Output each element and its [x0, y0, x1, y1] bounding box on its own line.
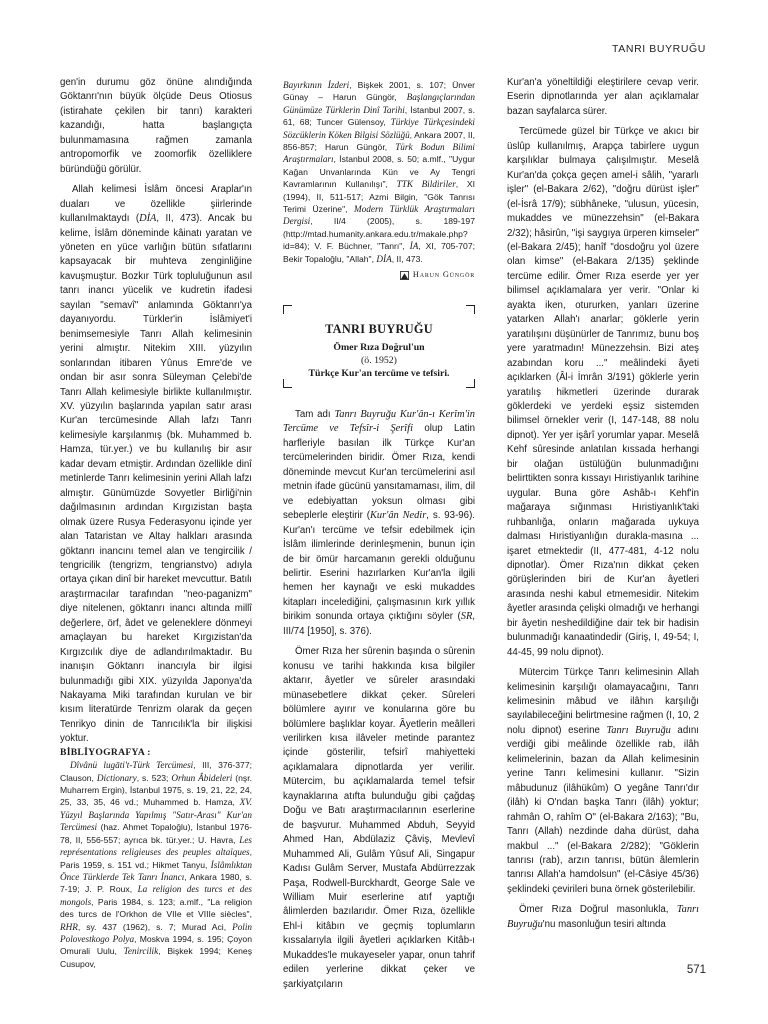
text-run: , sy. 437 (1962), s. 7; Murad Aci,: [77, 921, 233, 932]
text-run: Ömer Rıza her sûrenin başında o sûrenin konusu ve tarihi hakkında kısa bilgiler aktarır, âyetler ve sûreler arasındaki münasebetlere dikkat çeker. Sûreleri bölümlere ayırır ve konularına göre bu bölümlere başlıklar koyar. Âyetlerin meâlleri verilirken kısa ilâveler metinde parantez içinde gösterilir, tefsirî mahiyetteki açıklamalara dipnotlarda yer verilir. Mütercim, bu açıklamalarda temel tefsir kaynaklarına atıfta bulunduğu gibi çağdaş Doğu ve Batı araştırmacılarının eserlerine de başvurur. Muhammed Abduh, Seyyid Ahmed Han, Abdülaziz Çâviş, Mevlevî Muhammed Ali, Gulâm Yûsuf Ali, Singapur Kadısı Gulâm Server, Mustafa Abdürrezzak Paşa, Rodwell-Burckhardt, George Sale ve William Muir eserlerine atıf yaptığı âlimlerden bazılarıdır. Ömer Rıza, özellikle Ehl-i kitâbın ve geçmiş toplumların kıssalarıyla ilgili âyetleri açıklarken Kitâb-ı Mukaddes'le mukayeseler yapar, onun tahrif edilen yerlerine dikkat çeker ve şarkiyatçıların: [283, 646, 475, 990]
text-run: Mütercim Türkçe Tanrı kelimesinin Allah kelimesinin karşılığı olamayacağını, Tanrı kelimesinin mâbud ve ilâhın karşılığı sayılabileceğini belirtmesine rağmen (I, 10, 2 nolu dipnot) eserine: [507, 667, 699, 736]
page-number: 571: [686, 964, 706, 976]
running-header: TANRI BUYRUĞU: [612, 43, 706, 55]
text-run: , XI (1994), II, 511-517; Azmi Bilgin, "Gök Tanrısı Terimi Üzerine",: [283, 179, 475, 215]
italic-run: Türkiye Türkçesindeki Sözcüklerin Köken Bilgisi Sözlüğü: [283, 117, 475, 140]
text-run: , Bişkek 1994; Keneş Cusupov,: [60, 946, 252, 969]
entry-description: Türkçe Kur'an tercüme ve tefsiri.: [308, 368, 450, 379]
entry-header: [283, 305, 475, 388]
italic-run: TTK Bildiriler: [396, 179, 456, 190]
italic-run: Polin Polovestkogo Polya: [60, 921, 252, 944]
author-name: Harun Güngör: [412, 270, 475, 280]
text-run: olup Latin harfleriyle basılan ilk Türkçe Kur'an tercümelerinden biridir. Ömer Rıza, kendi döneminde mevcut Kur'an tercümelerini asıl metnin ifade gücünü yansıtamaması, ilim, dil ve edebiyattan yoksun olması gibi sebeplerle eleştirir (: [283, 423, 475, 522]
entry-subtitle: [283, 341, 475, 388]
text-run: , II/4 (2005), s. 189-197 (http://mtad.humanity.ankara.edu.tr/makale.php?id=84); V. F. Büchner, "Tanrı",: [283, 216, 475, 252]
italic-run: Modern Türklük Araştırmaları Dergisi: [283, 204, 475, 227]
paragraph: [283, 408, 475, 639]
italic-run: Türk Bodun Bilimi Araştırmaları: [283, 142, 475, 165]
italic-run: Orhun Âbideleri: [171, 772, 233, 783]
paragraph: [283, 645, 475, 992]
text-run: gen'in durumu göz önüne alındığında Göktanrı'nın büyük ölçüde Deus Otiosus (istirahate çekilen bir tanrı) karakteri kazandığı, hatta başlangıçta bulunmamasına rağmen zamanla antropomorfik ve zoomorfik özelliklere büründüğü görülür.: [60, 77, 252, 175]
column-right: [507, 76, 699, 932]
paragraph: [507, 903, 699, 932]
text-run: Ömer Rıza Doğrul masonlukla,: [519, 904, 677, 916]
bibliography-continued: [283, 79, 475, 265]
entry-author: Ömer Rıza Doğrul'un: [333, 342, 425, 353]
italic-run: DİA: [139, 213, 157, 225]
italic-run: La religion des turcs et des mongols: [60, 884, 252, 907]
italic-run: SR: [460, 611, 473, 623]
text-run: , İstanbul 2008, s. 50; a.mlf., "Uygur Kağan Unvanlarında Kün ve Ay Tengri Kavramlarının Kullanılışı",: [283, 154, 475, 190]
text-run: , II, 473). Ancak bu kelime, İslâm döneminde kâinatı yaratan ve yöneten en yüce varlığın bütün sıfatlarını kapsayacak bir muhteva zenginliğine kavuşmuştur. Bozkır Türk topluluğunun asıl tanrı inancı yücelik ve kudretin ifadesi sayılan "semavî" anlamında Göktanrı'ya dayanıyordu. Türkler'in İslâmiyet'i benimsemesiyle Tanrı Allah kelimesinin yerini almıştır. Nitekim XIII. yüzyılın sonlarından itibaren Yûnus Emre'de ve ondan bir asır sonra Süleyman Çelebi'de Tanrı Allah kelimesiyle birlikte kullanılmıştır. XV. yüzyılın başlarında yapılan satır arası Kur'an tercümesinde Allah lafzı Tanrı kelimesiyle karşılanmış (bk. Muhammed b. Hamza, tür.yer.) ve bu kullanılış bir asır kadar devam etmiştir. Ardından özellikle dinî metinlerde Tanrı kelimesinin yerini Allah lafzı almıştır. Günümüzde Sovyetler Birliği'nin dağılmasının ardından Kırgızistan başta olmak üzere Rusya Federasyonu içinde yer alan Tataristan ve Altay halkları arasında göktanrı inancını temel alan ve tengircilik / tengricilik (tengrizm, tengrianstvo) adıyla ortaya çıkan dinî bir hareket mevcuttur. Batılı araştırmacılar tarafından "neo-paganizm" diye nitelenen, göktanrı inancı altında millî değerlere, örf, âdet ve geleneklere dönmeyi amaçlayan bu hareket Kırgızistan'da Kırgızcılık diye de adlandırılmaktadır. Bu inanışın Göktanrı inancıyla bir ilgisi bulunmadığı gibi XIX. yüzyılda Japonya'da Nakayama Miki tarafından kurulan ve bir kısım literatürde Tenrizm olarak da geçen Tenrikyo dinin de Tanrıcılık'la bir ilişkisi yoktur.: [60, 213, 252, 745]
italic-run: Bayırkının İzderi: [283, 80, 350, 90]
text-run: (haz. Ahmet Topaloğlu), İstanbul 1976-78, II, 556-557; ayrıca bk. tür.yer.; U. Havra,: [60, 822, 252, 845]
text-run: , III, 376-377; Clauson,: [60, 760, 252, 783]
col3-body: [507, 76, 699, 932]
text-run: , II, 473.: [391, 253, 423, 264]
text-run: , Moskva 1994, s. 195; Çoyon Omurali Uulu,: [60, 933, 252, 957]
italic-run: Tenircilik: [123, 946, 159, 957]
text-run: 'nu masonluğun tesiri altında: [542, 918, 666, 930]
italic-run: RHR: [60, 921, 78, 932]
italic-run: Dictionary: [96, 772, 137, 783]
text-run: (nşr. Muharrem Ergin), İstanbul 1975, s. 19, 21, 22, 24, 25, 33, 35, 46 vd.; Muhammed b. Hamza,: [60, 772, 252, 808]
italic-run: Les représentations religieuses des peuples altaïques: [60, 834, 252, 858]
paragraph: [507, 666, 699, 897]
bibliography: [60, 747, 252, 970]
text-run: , XI, 705-707; Bekir Topaloğlu, "Allah",: [283, 241, 475, 264]
column-left: [60, 76, 252, 970]
col1-body: [60, 76, 252, 747]
italic-run: İslâmlıktan Önce Türklerde Tek Tanrı İnancı: [60, 859, 252, 882]
col2-body: [283, 408, 475, 992]
entry-death-date: (ö. 1952): [361, 355, 397, 366]
column-middle: [283, 79, 475, 992]
paragraph: [507, 125, 699, 660]
text-run: Tercümede güzel bir Türkçe ve akıcı bir üslûp kullanılmış, Arapça tabirlere uygun karşılıklar bulmaya çalışılmıştır. Meselâ Kur'an'da çokça geçen amel-i sâlih, "yararlı işler" (el-Bakara 2/62), "doğru dürüst işler" (el-İsrâ 17/9); sübhâneke, "ulusun, yücesin, mukaddes ve münezzehsin" (el-Bakara 2/32); hâsirûn, "işi saygıya ürperen kimseler" (el-Bakara 2/45); hanîf "dosdoğru yol üzere olan kimse" (el-Bakara 2/135) şeklinde tercüme edilir. Ömer Rıza eserde yer yer bilimsel açıklamalara yer verir. "Onlar ki ayakta iken, otururken, yanları üzerine yatarken Allah'ı anarlar; göklerle yerin yaratılışını düşünürler de Tanrımız, bunu boş yere yaratmadın! Münezzehsin. Bizi ateş azabından koru ..." meâlindeki âyeti açıklarken (Âl-i İmrân 3/191) göklerle yerin yaratılış hikmetleri üzerinde durarak göklerdeki ve yerdeki eşsiz sistemden bilimsel örnekler verir (I, 147-148, 88 nolu dipnot). Yer yer işârî yorumlar yapar. Meselâ Kehf sûresinde anlatılan kıssada herhangi bir olağan üstülüğün bulunmadığını belirttikten sonra kıssayı Hıristiyanlık tarihine uygular. Buna göre Ashâb-ı Kehf'in mağaraya sığınması Hıristiyanlık'taki ruhbanlığa, onların mağarada uykuya dalması Hıristiyanlığın durakla-masına ... işaret etmektedir (II, 477-481, 4-12 nolu dipnotlar). Ömer Rıza'nın dikkat çeken görüşlerinden biri de Kur'an âyetleri arasında neshi kabul etmemesidir. Nitekim âyetler arasında çelişki olmadığı ve herhangi bir âyetin neshedildiğine dair tek bir hadisin bulunmadığı kanaatindedir (Giriş, I, 49-54; I, 44-45, 99 nolu dipnot).: [507, 126, 699, 658]
text-run: , III/74 [1950], s. 376).: [283, 611, 475, 637]
paragraph: [60, 76, 252, 177]
paragraph: [60, 183, 252, 747]
italic-run: İA: [409, 241, 419, 252]
paragraph: [507, 76, 699, 119]
text-run: Allah kelimesi İslâm öncesi Araplar'ın duaları ve özellikle şiirlerinde kullanılmaktaydı (: [60, 184, 252, 225]
text-run: , Ankara 2007, II, 856-857; Harun Güngör,: [283, 129, 475, 153]
ornament-icon: [400, 271, 409, 280]
text-run: Tam adı: [295, 409, 335, 420]
bibliography-text: [283, 79, 475, 265]
text-run: , s. 93-96). Kur'an'ı tercüme ve tefsir edebilmek için İslâm ilimlerinde derinleşmenin, bunun için de bir ömür harcamanın gerekli olduğunu belirtir. Eserini hazırlarken Kur'an'la ilgili hemen her kaynağı ve eski mukaddes kitapları incelediğini, çalışmasının kırk yıllık birikim sonunda ortaya çıktığını söyler (: [283, 510, 475, 623]
text-run: , Paris 1984, s. 123; a.mlf., "La religion des turcs de l'Orkhon de VIIe et VIIIe siècles",: [60, 896, 252, 920]
article-author: [283, 268, 475, 282]
text-run: , İstanbul 2007, s. 61, 68; Tuncer Gülensoy,: [283, 104, 475, 128]
text-run: , Bişkek 2001, s. 107; Ünver Günay – Harun Güngör,: [283, 80, 475, 103]
italic-run: Tanrı Buyruğu: [507, 904, 699, 930]
text-run: adını verdiği gibi meâlinde özellikle rab, ilâh kelimelerinin, bazan da Allah kelimesinin yerine Tanrı kelimesini kullanır. "Sizin mâbudunuz (ilâhükûm) O yegâne Tanrı'dır (ilâh) ki O'ndan başka Tanrı (ilâh) yoktur; rahmân O, rahîm O" (el-Bakara 2/163); "Bu, Tanrı (Allah) nezdinde daha dürüst, daha makbul ..." (el-Bakara 2/282); "Göklerin tanrısı (rab), arzın tanrısı, bütün âlemlerin tanrısı Allah'a hamdolsun" (el-Câsiye 45/36) şeklindeki çevirileri buna örnek gösterilebilir.: [507, 724, 699, 895]
entry-title: TANRI BUYRUĞU: [325, 321, 433, 336]
italic-run: DİA: [376, 253, 392, 264]
italic-run: XV. Yüzyıl Başlarında Yapılmış "Satır-Arası" Kur'an Tercümesi: [60, 797, 252, 833]
bibliography-text: [60, 759, 252, 970]
italic-run: Tanrı Buyruğu Kur'ân-ı Kerîm'in Tercüme ve Tefsîr-i Şerîfi: [283, 409, 475, 435]
italic-run: Tanrı Buyruğu: [606, 724, 671, 736]
bibliography-heading: BİBLİYOGRAFYA :: [60, 746, 151, 758]
text-run: Kur'an'a yöneltildiği eleştirilere cevap verir. Eserin dipnotlarında yer alan açıklamalar bazan sayfalarca sürer.: [507, 77, 699, 117]
text-run: , Paris 1959, s. 151 vd.; Hikmet Tanyu,: [60, 847, 252, 870]
italic-run: Başlangıçlarından Günümüze Türklerin Dinî Tarihi: [283, 92, 475, 115]
italic-run: Dîvânü lugāti't-Türk Tercümesi: [70, 760, 194, 771]
italic-run: Kur'ân Nedir: [369, 510, 427, 522]
text-run: , s. 523;: [136, 772, 172, 783]
text-run: , Ankara 1980, s. 7-19; J. P. Roux,: [60, 871, 253, 895]
